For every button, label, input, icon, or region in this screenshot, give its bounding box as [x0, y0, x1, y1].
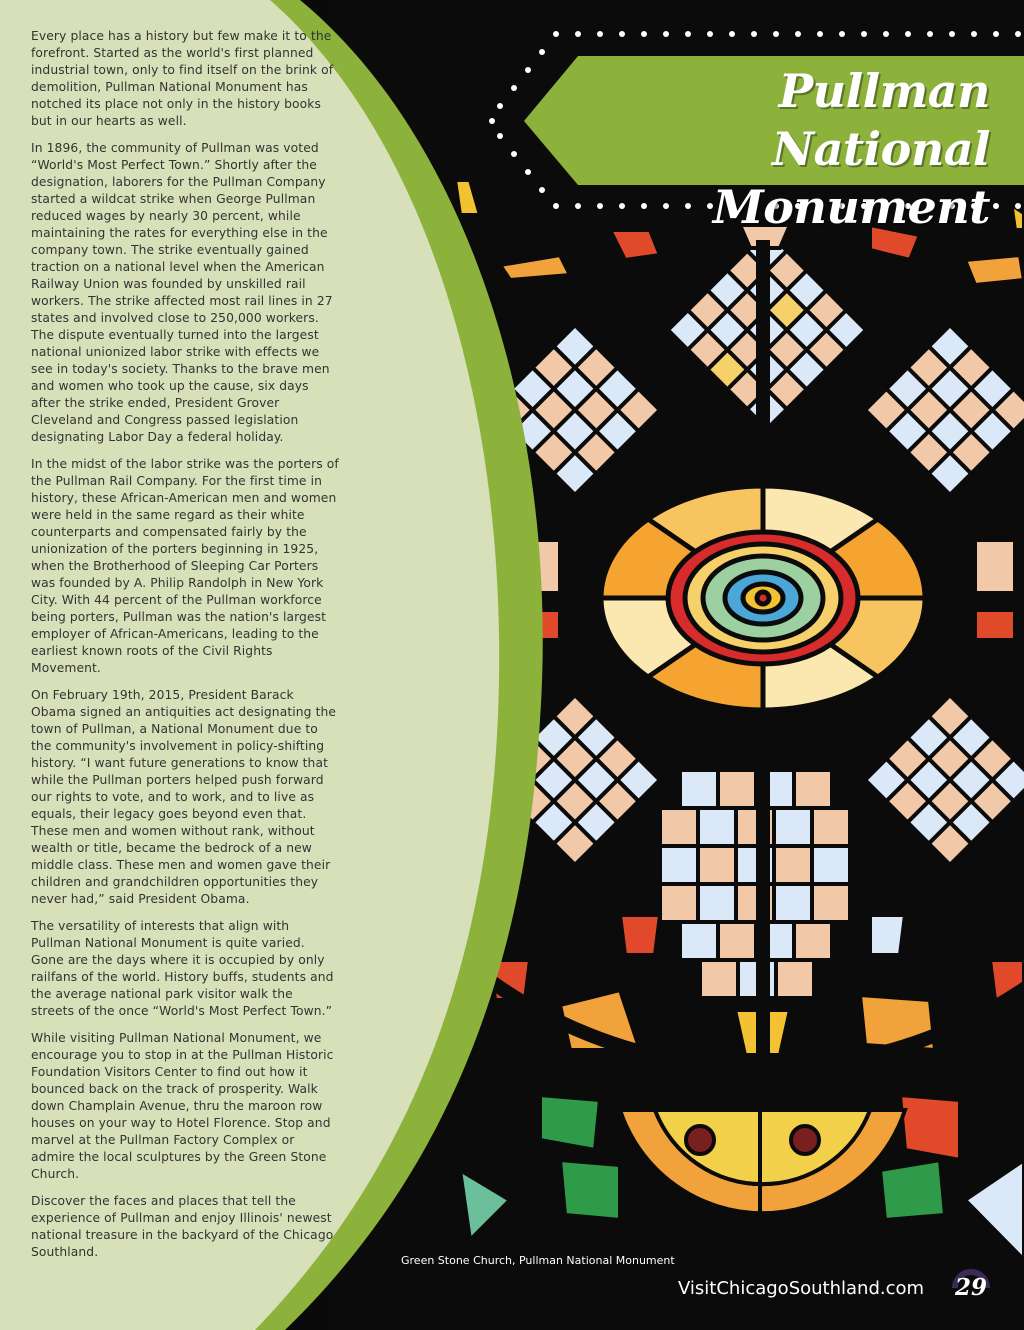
page-title-line1: Pullman National — [772, 64, 990, 176]
article-paragraph-5: The versatility of interests that align with Pullman National Monument is quite varied. Gone are the days where it is occupied by only railfans of the world. History buffs, students and the average national park visitor walk the streets of the once “World's Most Perfect Town.” — [31, 919, 334, 1018]
article-body — [31, 28, 339, 1271]
website-link[interactable]: VisitChicagoSouthland.com — [678, 1278, 925, 1299]
page-title-line2: Monument — [712, 180, 990, 234]
page-title — [550, 62, 990, 236]
article-paragraph-2: In 1896, the community of Pullman was voted “World's Most Perfect Town.” Shortly after the designation, laborers for the Pullman Company started a wildcat strike when George Pullman reduced wages by nearly 30 percent, while maintaining the rates for everything else in the company town. The strike eventually gained traction on a national level when the American Railway Union was founded by unskilled rail workers. The strike affected most rail lines in 27 states and involved close to 250,000 workers. The dispute eventually turned into the largest national unionized labor strike with effects we see in today's society. Thanks to the brave men and women who took up the cause, six days after the strike ended, President Grover Cleveland and Congress passed legislation designating Labor Day a federal holiday. — [31, 141, 333, 444]
article-paragraph-4: On February 19th, 2015, President Barack Obama signed an antiquities act designating the town of Pullman, a National Monument due to the community's involvement in policy-shifting history. “I want future generations to know that while the Pullman porters helped push forward our rights to vote, and to work, and to live as equals, their legacy goes beyond even that. These men and women without rank, without wealth or title, became the bedrock of a new middle class. These men and women gave their children and grandchildren opportunities they never had,” said President Obama. — [31, 688, 337, 906]
photo-caption: Green Stone Church, Pullman National Monument — [401, 1254, 675, 1267]
article-paragraph-3: In the midst of the labor strike was the porters of the Pullman Rail Company. For the first time in history, these African-American men and women were held in the same regard as their white counterparts and compensated fairly by the unionization of the porters beginning in 1925, when the Brotherhood of Sleeping Car Porters was founded by A. Philip Randolph in New York City. With 44 percent of the Pullman workforce being porters, Pullman was the nation's largest employer of African-Americans, leading to the earliest known roots of the Civil Rights Movement. — [31, 457, 339, 675]
article-paragraph-7: Discover the faces and places that tell the experience of Pullman and enjoy Illinois' newest national treasure in the backyard of the Chicago Southland. — [31, 1194, 334, 1259]
article-paragraph-1: Every place has a history but few make it to the forefront. Started as the world's first planned industrial town, only to find itself on the brink of demolition, Pullman National Monument has notched its place not only in the history books but in our hearts as well. — [31, 29, 334, 128]
page-number: 29 — [954, 1274, 987, 1301]
article-paragraph-6: While visiting Pullman National Monument, we encourage you to stop in at the Pullman Historic Foundation Visitors Center to find out how it bounced back on the track of prosperity. Walk down Champlain Avenue, thru the maroon row houses on your way to Hotel Florence. Stop and marvel at the Pullman Factory Complex or admire the local sculptures by the Green Stone Church. — [31, 1031, 334, 1181]
